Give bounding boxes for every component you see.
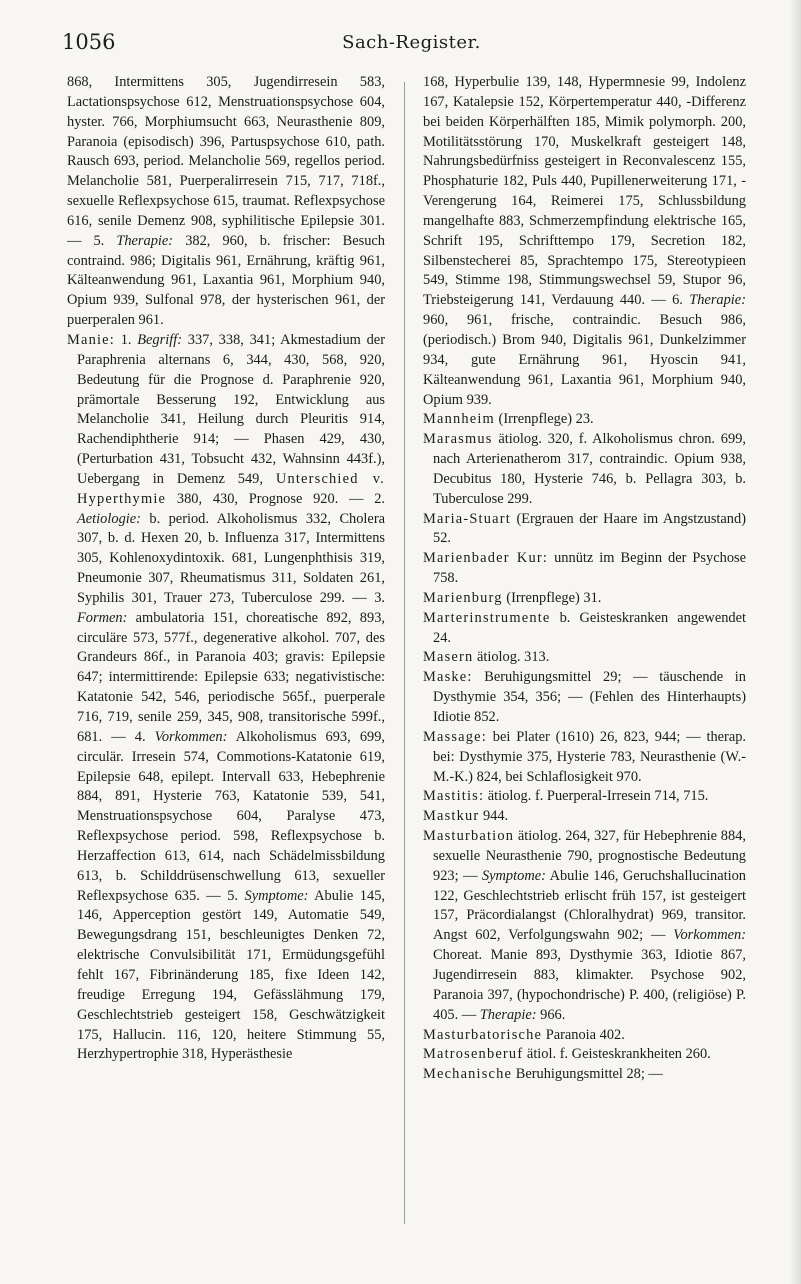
entry-text: 966. — [536, 1006, 566, 1023]
entry-headword: Mannheim — [423, 411, 495, 428]
entry-headword: Mastitis: — [423, 788, 485, 805]
entry-text: ätiolog. 320, f. Alkoholismus chron. 699, nach Arterienatherom 317, contraindic. Opium 938, Decubitus 180, Hysterie 746, b. Pellagra 303, b. Tuberculose 299. — [433, 431, 746, 507]
entry-text: b. Geisteskranken angewendet 24. — [433, 609, 746, 646]
entry-text: (Irrenpflege) 23. — [494, 411, 594, 428]
column-divider — [404, 82, 405, 1224]
entry-text: Choreat. Manie 893, Dysthymie 363, Idiotie 867, Jugendirresein 883, klimakter. Psychose 902, Paranoia 397, (hypochondrische) P. 400, (religiöse) P. 405. — — [433, 947, 746, 1023]
entry-headword: Maria-Stuart — [423, 510, 511, 527]
index-entry — [67, 73, 385, 331]
page-number: 1056 — [62, 30, 116, 54]
entry-headword: Masern — [423, 649, 474, 666]
entry-text: b. period. Alkoholismus 332, Cholera 307, b. d. Hexen 20, b. Influenza 317, Intermittens 305, Kohlenoxydintoxik. 681, Lungenphthisis 319, Pneumonie 307, Rheumatismus 311, Soldaten 261, Syphilis 301, Trauer 273, Tuberculose 299. — 3. — [77, 510, 385, 606]
entry-headword: Marterinstrumente — [423, 609, 551, 626]
index-entry — [423, 410, 746, 430]
entry-text: 382, 960, b. frischer: Besuch contraind. 986; Digitalis 961, Ernährung, kräftig 961, Kälteanwendung 961, Laxantia 961, Morphium 940, Opium 939, Sulfonal 978, der hysterischen 961, der puerperalen 961. — [67, 232, 385, 329]
index-entry — [423, 648, 746, 668]
entry-headword: Mechanische — [423, 1066, 513, 1083]
entry-headword: Marienburg — [423, 589, 503, 606]
running-title: Sach-Register. — [342, 32, 481, 53]
entry-text: Abulie 146, Geruchshallucination 122, Geschlechtstrieb erlischt früh 157, ist gesteigert 157, Präcordialangst (Chloralhydrat) 969, transitor. Angst 602, Verfolgungswahn 902; — — [433, 867, 746, 944]
entry-text: 380, 430, Prognose 920. — 2. — [166, 490, 385, 507]
entry-headword: Masturbatorische — [423, 1026, 543, 1043]
entry-headword: Mastkur — [423, 808, 480, 825]
page-header — [62, 30, 761, 60]
section-label: Therapie: — [479, 1006, 537, 1023]
entry-text: ätiolog. f. Puerperal-Irresein 714, 715. — [484, 788, 709, 805]
entry-text: 168, Hyperbulie 139, 148, Hypermnesie 99, Indolenz 167, Katalepsie 152, Körpertemperatur 440, -Differenz bei beiden Körperhälften 185, Mimik polymorph. 200, Motilitätsstörung 170, Muskelkraft gesteigert 148, Nahrungsbedürfniss gesteigert in Reconvalescenz 155, Phosphaturie 182, Puls 440, Pupillenerweiterung 171, -Verengerung 164, Reimerei 175, Schlussbildung mangelhafte 883, Schmerzempfindung elektrische 165, Schrift 195, Schrifttempo 179, Secretion 182, Silbenstecherei 85, Sprachtempo 175, Stereotypieen 549, Stimme 198, Stimmungswechsel 59, Stupor 96, Triebsteigerung 141, Verdauung 440. — 6. — [423, 74, 746, 309]
index-entry — [423, 609, 746, 649]
index-entry — [423, 827, 746, 1025]
entry-headword: Marasmus — [423, 431, 493, 448]
entry-headword: Masturbation — [423, 828, 515, 845]
entry-text: Beruhigungsmittel 29; — täuschende in Dysthymie 354, 356; — (Fehlen des Hinterhaupts) Idiotie 852. — [433, 669, 746, 725]
entry-headword: Massage: — [423, 728, 487, 745]
entry-text: 1. — [114, 331, 138, 348]
index-entry — [423, 668, 746, 728]
index-entry — [423, 430, 746, 509]
index-entry — [423, 728, 746, 788]
entry-text: unnütz im Beginn der Psychose 758. — [433, 550, 746, 587]
section-label: Begriff: — [137, 331, 183, 348]
index-entry — [423, 73, 746, 410]
entry-text: 337, 338, 341; Akmestadium der Paraphrenia alternans 6, 344, 430, 568, 920, Bedeutung für die Prognose d. Paraphrenie 920, prämortale Besserung 192, Entwicklung aus Melancholie 341, Heilung durch Pleuritis 914, Rachendiphtherie 914; — Phasen 429, 430, (Perturbation 431, Tobsucht 432, Wahnsinn 443f.), Uebergang in Demenz 549, — [77, 331, 385, 487]
section-label: Symptome: — [481, 867, 546, 884]
left-column — [67, 73, 385, 1065]
entry-text: Alkoholismus 693, 699, circulär. Irresein 574, Commotions-Katatonie 619, Epilepsie 648, epilept. Intervall 633, Hebephrenie 884, 891, Hysterie 763, Katatonie 539, 541, Menstruationspsychose 604, Paralyse 473, Reflexpsychose period. 598, Reflexpsychose b. Herzaffection 613, 614, nach Schädelmissbildung 613, b. Schilddrüsenschwellung 613, sexueller Reflexpsychose 635. — 5. — [77, 728, 385, 904]
section-label: Symptome: — [244, 887, 309, 904]
entry-text: 868, Intermittens 305, Jugendirresein 583, Lactationspsychose 612, Menstruationspsychose 604, hyster. 766, Morphiumsucht 663, Neurasthenie 809, Paranoia (episodisch) 396, Partuspsychose 610, path. Rausch 693, period. Melancholie 569, regellos period. Melancholie 581, Puerperalirresein 715, 717, 718f., sexuelle Reflexpsychose 615, traumat. Reflexpsychose 616, senile Demenz 908, syphilitische Epilepsie 301. — 5. — [67, 74, 385, 249]
entry-text: bei Plater (1610) 26, 823, 944; — therap. bei: Dysthymie 375, Hysterie 783, Neurasthenie (W.-M.-K.) 824, bei Schlaflosigkeit 970. — [433, 728, 746, 785]
page-edge-shadow — [789, 0, 801, 1284]
entry-text: ätiolog. 313. — [473, 649, 550, 666]
index-entry — [423, 510, 746, 550]
index-entry — [423, 549, 746, 589]
entry-text: ätiol. f. Geisteskrankheiten 260. — [523, 1046, 711, 1063]
index-entry — [423, 1026, 746, 1046]
index-entry — [423, 589, 746, 609]
index-entry — [423, 807, 746, 827]
section-label: Therapie: — [689, 292, 746, 309]
section-label: Formen: — [77, 609, 128, 626]
right-column — [423, 73, 746, 1085]
entry-text: (Irrenpflege) 31. — [502, 589, 602, 606]
entry-headword: Matrosenberuf — [423, 1046, 524, 1063]
entry-text: Beruhigungsmittel 28; — — [512, 1066, 663, 1083]
section-label: Vorkommen: — [154, 728, 228, 745]
index-entry — [423, 1045, 746, 1065]
section-label: Therapie: — [116, 232, 174, 249]
index-entry — [423, 1065, 746, 1085]
entry-text: Abulie 145, 146, Apperception gestört 149, Automatie 549, Bewegungsdrang 151, beschleunigtes Denken 72, elektrische Convulsibilität 171, Ermüdungsgefühl fehlt 167, Fibrinänderung 185, fixe Ideen 142, freudige Erregung 194, Gefässlähmung 179, Geschlechtstrieb gesteigert 158, Geschwätzigkeit 175, Hallucin. 116, 120, heitere Stimmung 55, Herzhypertrophie 318, Hyperästhesie — [77, 887, 385, 1063]
entry-headword: Marienbader Kur: — [423, 550, 549, 567]
entry-text: ambulatoria 151, choreatische 892, 893, circuläre 573, 577f., degenerative alkohol. 707, des Grandeurs 86f., in Paranoia 403; gravis: Epilepsie 647; intermittirende: Epilepsie 633; negativistische: Katatonie 542, 546, periodische 565f., puerperale 716, 719, senile 259, 345, 908, transitorische 599f., 681. — 4. — [77, 609, 385, 745]
entry-headword: Unterschied v. Hyperthymie — [77, 470, 385, 507]
entry-headword: Manie: — [67, 331, 115, 348]
entry-text: Paranoia 402. — [542, 1026, 625, 1043]
entry-text: ätiolog. 264, 327, für Hebephrenie 884, sexuelle Neurasthenie 790, prognostische Bedeutung 923; — — [433, 828, 746, 884]
index-entry — [67, 331, 385, 1065]
entry-text: 944. — [479, 808, 509, 825]
section-label: Vorkommen: — [673, 927, 746, 944]
section-label: Aetiologie: — [77, 510, 141, 527]
entry-text: 960, 961, frische, contraindic. Besuch 986, (periodisch.) Brom 940, Digitalis 961, Dunkelzimmer 934, gute Ernährung 961, Hyoscin 941, Kälteanwendung 961, Laxantia 961, Morphium 940, Opium 939. — [423, 312, 746, 408]
index-entry — [423, 787, 746, 807]
entry-text: (Ergrauen der Haare im Angstzustand) 52. — [433, 510, 746, 547]
entry-headword: Maske: — [423, 669, 473, 686]
